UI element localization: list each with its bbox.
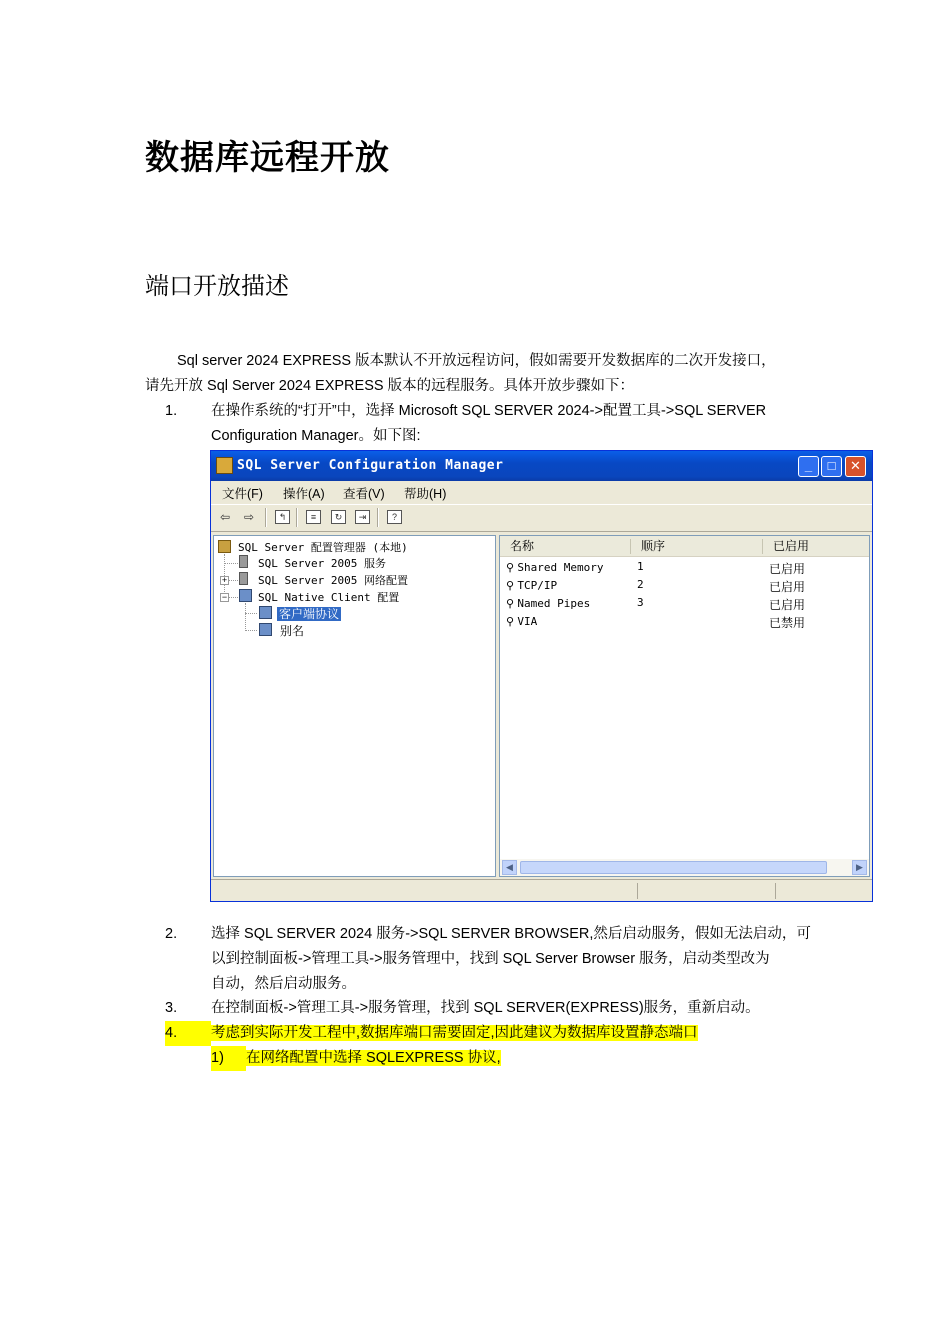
tree-pane[interactable] bbox=[213, 535, 496, 877]
column-header-order[interactable]: 顺序 bbox=[631, 536, 763, 557]
maximize-icon[interactable]: □ bbox=[821, 456, 842, 477]
tree-root[interactable]: SQL Server 配置管理器 (本地) bbox=[238, 541, 408, 554]
menu-help[interactable]: 帮助(H) bbox=[404, 487, 447, 501]
table-row[interactable]: ⚲ Named Pipes 3 已启用 bbox=[506, 596, 806, 612]
document-title: 数据库远程开放 bbox=[145, 139, 390, 177]
up-folder-icon[interactable]: ↰ bbox=[275, 510, 290, 524]
step-number: 1. bbox=[165, 403, 178, 419]
step-line: 在操作系统的“打开”中，选择 Microsoft SQL SERVER 2024->配置工具->SQL SERVER bbox=[211, 403, 767, 419]
export-list-icon[interactable]: ⇥ bbox=[355, 510, 370, 524]
step-number: 3. bbox=[165, 1000, 178, 1016]
step-line: 选择 SQL SERVER 2024 服务->SQL SERVER BROWSER,然后启动服务，假如无法启动，可 bbox=[211, 926, 811, 942]
back-arrow-icon[interactable]: ⇦ bbox=[219, 510, 231, 524]
step-number: 4. bbox=[165, 1021, 211, 1046]
forward-arrow-icon[interactable]: ⇨ bbox=[243, 510, 255, 524]
network-icon bbox=[239, 572, 248, 585]
substep-text: 在网络配置中选择 SQLEXPRESS 协议, bbox=[246, 1050, 501, 1066]
protocol-icon: ⚲ bbox=[506, 579, 515, 592]
server-icon bbox=[239, 555, 248, 568]
menu-action[interactable]: 操作(A) bbox=[283, 487, 325, 501]
menu-view[interactable]: 查看(V) bbox=[343, 487, 385, 501]
window-title: SQL Server Configuration Manager bbox=[237, 458, 504, 473]
properties-icon[interactable]: ≡ bbox=[306, 510, 321, 524]
scroll-right-icon[interactable]: ▶ bbox=[852, 860, 867, 875]
collapse-icon[interactable]: − bbox=[221, 592, 228, 602]
status-bar bbox=[211, 879, 872, 902]
list-pane[interactable] bbox=[499, 535, 870, 877]
tree-services[interactable]: SQL Server 2005 服务 bbox=[258, 557, 386, 570]
protocol-icon: ⚲ bbox=[506, 561, 515, 574]
column-header-name[interactable]: 名称 bbox=[500, 536, 631, 557]
step-number: 2. bbox=[165, 926, 178, 942]
intro-paragraph bbox=[145, 349, 810, 399]
step-line: 考虑到实际开发工程中,数据库端口需要固定,因此建议为数据库设置静态端口 bbox=[211, 1025, 698, 1041]
protocol-icon: ⚲ bbox=[506, 597, 515, 610]
protocol-icon bbox=[259, 606, 272, 619]
config-manager-window bbox=[210, 450, 873, 902]
expand-icon[interactable]: + bbox=[221, 575, 228, 585]
tree-aliases[interactable]: 别名 bbox=[280, 624, 305, 638]
minimize-icon[interactable]: _ bbox=[798, 456, 819, 477]
tree-network-config[interactable]: SQL Server 2005 网络配置 bbox=[258, 574, 408, 587]
column-header-enabled[interactable]: 已启用 bbox=[763, 536, 869, 557]
app-icon bbox=[216, 457, 233, 474]
window-titlebar[interactable] bbox=[211, 451, 872, 481]
refresh-icon[interactable]: ↻ bbox=[331, 510, 346, 524]
step-line: Configuration Manager。如下图: bbox=[211, 428, 421, 444]
tree-native-client[interactable]: SQL Native Client 配置 bbox=[258, 591, 400, 604]
scroll-left-icon[interactable]: ◀ bbox=[502, 860, 517, 875]
menu-bar bbox=[211, 481, 872, 503]
substep-number: 1) bbox=[211, 1046, 246, 1071]
table-row[interactable]: ⚲ TCP/IP 2 已启用 bbox=[506, 578, 806, 594]
help-icon[interactable]: ? bbox=[387, 510, 402, 524]
close-icon[interactable]: ✕ bbox=[845, 456, 866, 477]
toolbar bbox=[211, 504, 872, 532]
alias-icon bbox=[259, 623, 272, 636]
intro-line-1: Sql server 2024 EXPRESS 版本默认不开放远程访问，假如需要开发数据库的二次开发接口， bbox=[177, 353, 776, 369]
step-line: 以到控制面板->管理工具->服务管理中，找到 SQL Server Browser 服务，启动类型改为 bbox=[211, 951, 770, 967]
config-manager-icon bbox=[218, 540, 231, 553]
table-row[interactable]: ⚲ Shared Memory 1 已启用 bbox=[506, 560, 806, 576]
tree-client-protocols[interactable]: 客户端协议 bbox=[279, 607, 340, 621]
step-line: 自动，然后启动服务。 bbox=[211, 976, 356, 992]
section-heading: 端口开放描述 bbox=[145, 273, 289, 300]
intro-line-2: 请先开放 Sql Server 2024 EXPRESS 版本的远程服务。具体开放步骤如下： bbox=[145, 378, 635, 394]
protocol-icon: ⚲ bbox=[506, 615, 515, 628]
step-line: 在控制面板->管理工具->服务管理，找到 SQL SERVER(EXPRESS)服务，重新启动。 bbox=[211, 1000, 760, 1016]
scroll-thumb[interactable] bbox=[520, 861, 827, 874]
client-icon bbox=[239, 589, 252, 602]
horizontal-scrollbar[interactable] bbox=[500, 859, 869, 876]
menu-file[interactable]: 文件(F) bbox=[222, 487, 263, 501]
table-row[interactable]: ⚲ VIA 已禁用 bbox=[506, 615, 806, 630]
